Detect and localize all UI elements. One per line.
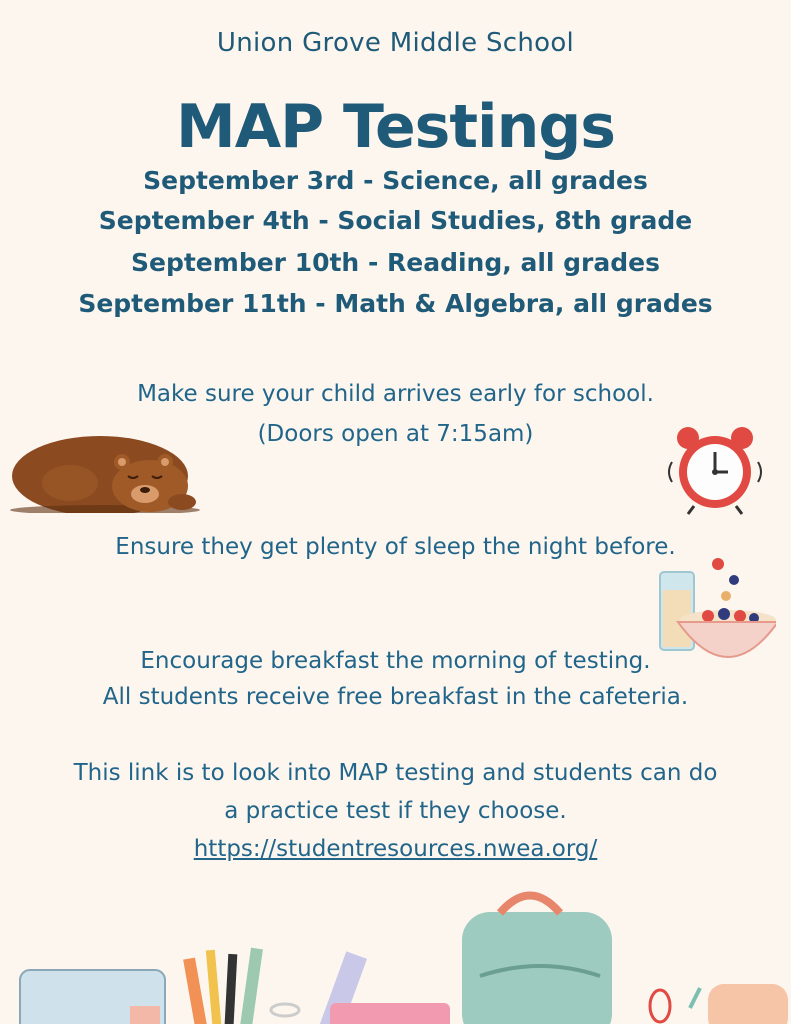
schedule-item: September 3rd - Science, all grades xyxy=(143,166,648,195)
school-supplies-icon xyxy=(0,888,791,1024)
schedule-item: September 10th - Reading, all grades xyxy=(131,248,660,277)
schedule-item: September 11th - Math & Algebra, all grades xyxy=(78,289,713,318)
breakfast-bowl-icon xyxy=(656,556,776,664)
arrive-early-text: Make sure your child arrives early for school. xyxy=(137,381,654,407)
school-name: Union Grove Middle School xyxy=(216,28,575,58)
schedule-item: September 4th - Social Studies, 8th grade xyxy=(98,206,693,235)
sleeping-bear-icon xyxy=(10,428,200,513)
alarm-clock-icon xyxy=(664,424,766,516)
page-title: MAP Testings xyxy=(176,92,615,162)
resources-link[interactable]: https://studentresources.nwea.org/ xyxy=(193,836,598,862)
free-breakfast-text: All students receive free breakfast in the cafeteria. xyxy=(102,684,689,710)
breakfast-text: Encourage breakfast the morning of testing. xyxy=(140,648,651,674)
doors-open-text: (Doors open at 7:15am) xyxy=(257,421,534,447)
resources-text: This link is to look into MAP testing and students can do xyxy=(73,760,718,786)
resources-text-2: a practice test if they choose. xyxy=(224,798,567,824)
sleep-text: Ensure they get plenty of sleep the night before. xyxy=(115,534,676,560)
